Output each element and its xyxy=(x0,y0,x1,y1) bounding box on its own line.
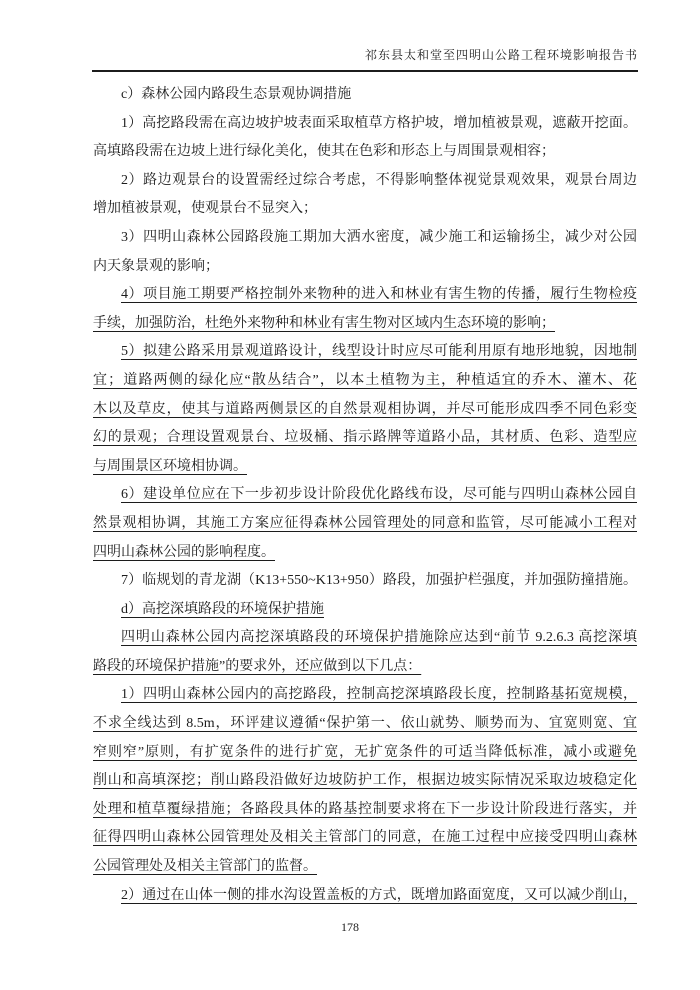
page-header xyxy=(93,46,638,63)
text-line: 四明山森林公园的影响程度。 xyxy=(93,544,275,560)
text-line: 增加植被景观，使观景台不显突入； xyxy=(93,201,317,217)
text-line: 2）路边观景台的设置需经过综合考虑，不得影响整体视觉景观效果，观景台周边 xyxy=(121,172,637,188)
text-line: 征得四明山森林公园管理处及相关主管部门的同意，在施工过程中应接受四明山森林 xyxy=(93,830,637,846)
text-line: 高填路段需在边坡上进行绿化美化，使其在色彩和形态上与周围景观相容； xyxy=(93,144,555,160)
text-line: 1）高挖路段需在高边坡护坡表面采取植草方格护坡，增加植被景观，遮蔽开挖面。 xyxy=(121,115,637,131)
text-line: 四明山森林公园内高挖深填路段的环境保护措施除应达到“前节 9.2.6.3 高挖深填 xyxy=(121,630,637,646)
text-line: 然景观相协调，其施工方案应征得森林公园管理处的同意和监管，尽可能减小工程对 xyxy=(93,515,637,531)
text-line: 宜；道路两侧的绿化应“散丛结合”，以本土植物为主，种植适宜的乔木、灌木、花 xyxy=(93,372,637,388)
text-line: 削山和高填深挖；削山路段沿做好边坡防护工作，根据边坡实际情况采取边坡稳定化 xyxy=(93,773,637,789)
text-line: 1）四明山森林公园内的高挖路段，控制高挖深填路段长度，控制路基拓宽规模， xyxy=(121,687,637,703)
header-rule xyxy=(92,70,638,72)
page-footer xyxy=(0,920,700,935)
text-line: 6）建设单位应在下一步初步设计阶段优化路线布设，尽可能与四明山森林公园自 xyxy=(121,487,637,503)
text-line: c）森林公园内路段生态景观协调措施 xyxy=(121,87,352,102)
text-line: 木以及草皮，使其与道路两侧景区的自然景观相协调，并尽可能形成四季不同色彩变 xyxy=(93,401,637,417)
text-line: 幻的景观；合理设置观景台、垃圾桶、指示路牌等道路小品，其材质、色彩、造型应 xyxy=(93,430,637,446)
text-line: 4）项目施工期要严格控制外来物种的进入和林业有害生物的传播，履行生物检疫 xyxy=(121,287,637,303)
text-line: 与周围景区环境相协调。 xyxy=(93,458,247,474)
text-line: 处理和植草覆绿措施；各路段具体的路基控制要求将在下一步设计阶段进行落实，并 xyxy=(93,801,637,817)
text-line: 2）通过在山体一侧的排水沟设置盖板的方式，既增加路面宽度，又可以减少削山， xyxy=(121,887,637,903)
text-line: 3）四明山森林公园路段施工期加大洒水密度，减少施工和运输扬尘，减少对公园 xyxy=(121,229,637,245)
text-line: 内天象景观的影响； xyxy=(93,258,219,274)
header-title: 祁东县太和堂至四明山公路工程环境影响报告书 xyxy=(364,48,638,62)
text-line: 5）拟建公路采用景观道路设计，线型设计时应尽可能利用原有地形地貌，因地制 xyxy=(121,344,637,360)
text-line: 窄则窄”原则，有扩宽条件的进行扩宽，无扩宽条件的可适当降低标准，减小或避免 xyxy=(93,744,637,760)
page-number: 178 xyxy=(341,920,359,934)
text-line: 公园管理处及相关主管部门的监督。 xyxy=(93,859,317,875)
text-line: 手续，加强防治，杜绝外来物种和林业有害生物对区域内生态环境的影响； xyxy=(93,315,555,331)
text-line: 不求全线达到 8.5m，环评建议遵循“保护第一、依山就势、顺势而为、宜宽则宽、宜 xyxy=(93,716,637,732)
text-line: 路段的环境保护措施”的要求外，还应做到以下几点： xyxy=(93,658,422,674)
document-body xyxy=(93,81,637,910)
text-line: d）高挖深填路段的环境保护措施 xyxy=(121,601,324,617)
text-line: 7）临规划的青龙湖（K13+550~K13+950）路段，加强护栏强度，并加强防撞措施。 xyxy=(121,573,637,589)
